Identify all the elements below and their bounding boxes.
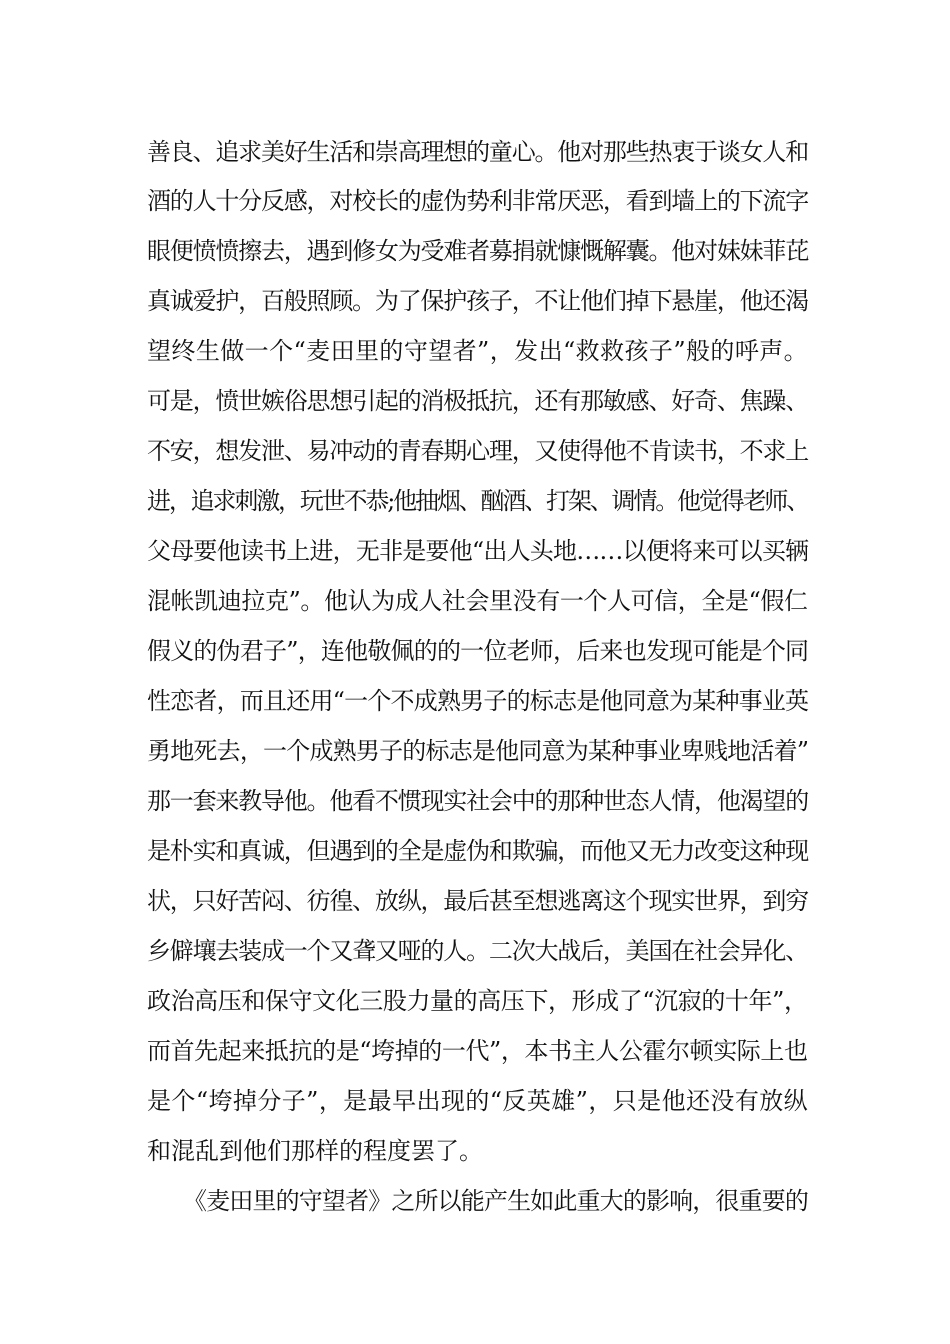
text-line: 进，追求刺激，玩世不恭;他抽烟、酗酒、打架、调情。他觉得老师、 [147,487,809,515]
text-line: 望终生做一个“麦田里的守望者”，发出“救救孩子”般的呼声。 [147,337,809,365]
paragraph-start-line: 《麦田里的守望者》之所以能产生如此重大的影响，很重要的 [183,1187,808,1215]
text-line: 乡僻壤去装成一个又聋又哑的人。二次大战后，美国在社会异化、 [147,937,808,965]
text-line: 不安，想发泄、易冲动的青春期心理，又使得他不肯读书，不求上 [147,437,808,465]
text-line: 政治高压和保守文化三股力量的高压下，形成了“沉寂的十年”， [147,987,808,1015]
text-line: 混帐凯迪拉克”。他认为成人社会里没有一个人可信，全是“假仁 [147,587,808,615]
text-line: 酒的人十分反感，对校长的虚伪势利非常厌恶，看到墙上的下流字 [147,187,808,215]
text-line: 勇地死去，一个成熟男子的标志是他同意为某种事业卑贱地活着” [147,737,809,765]
text-line: 那一套来教导他。他看不惯现实社会中的那种世态人情，他渴望的 [147,787,808,815]
text-line: 性恋者，而且还用“一个不成熟男子的标志是他同意为某种事业英 [147,687,809,715]
text-line: 真诚爱护，百般照顾。为了保护孩子，不让他们掉下悬崖，他还渴 [147,287,808,315]
text-line: 是朴实和真诚，但遇到的全是虚伪和欺骗，而他又无力改变这种现 [147,837,808,865]
text-line: 眼便愤愤擦去，遇到修女为受难者募捐就慷慨解囊。他对妹妹菲芘 [147,237,808,265]
text-line: 是个“垮掉分子”，是最早出现的“反英雄”，只是他还没有放纵 [147,1087,809,1115]
text-line: 善良、追求美好生活和崇高理想的童心。他对那些热衷于谈女人和 [147,138,808,166]
text-line: 而首先起来抵抗的是“垮掉的一代”，本书主人公霍尔顿实际上也 [147,1037,808,1065]
text-line: 和混乱到他们那样的程度罢了。 [147,1137,483,1165]
text-line: 假义的伪君子”，连他敬佩的的一位老师，后来也发现可能是个同 [147,637,809,665]
text-line: 父母要他读书上进，无非是要他“出人头地……以便将来可以买辆 [147,537,809,565]
text-line: 可是，愤世嫉俗思想引起的消极抵抗，还有那敏感、好奇、焦躁、 [147,387,808,415]
text-line: 状，只好苦闷、彷徨、放纵，最后甚至想逃离这个现实世界，到穷 [147,887,808,915]
